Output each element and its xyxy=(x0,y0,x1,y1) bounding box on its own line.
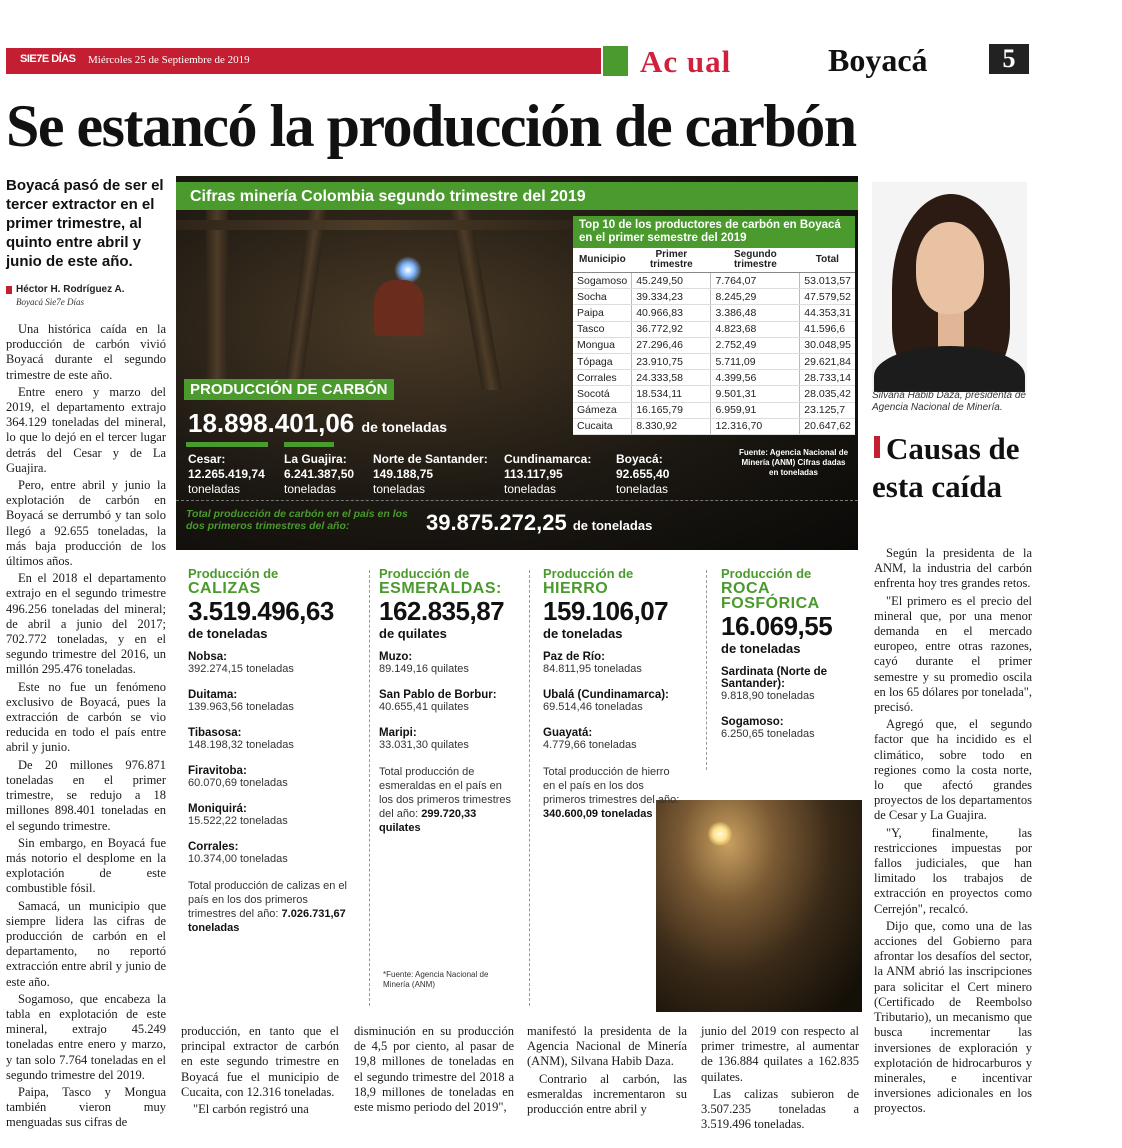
list-item xyxy=(379,651,519,675)
cell: 20.647,62 xyxy=(800,418,855,434)
mineral-label xyxy=(379,566,519,596)
cell: 23.125,7 xyxy=(800,402,855,418)
table-row xyxy=(573,289,855,305)
cell: 4.399,56 xyxy=(711,370,800,386)
paragraph: Este no fue un fenómeno exclusivo de Boyacá, pues la extracción de carbón se vio reducida en todo el país entre abril y junio. xyxy=(6,679,166,755)
cell: Socha xyxy=(573,289,632,305)
dept-value: 6.241.387,50 xyxy=(284,467,355,481)
miner-figure xyxy=(374,280,424,336)
cell: 8.245,29 xyxy=(711,289,800,305)
dept-unit: toneladas xyxy=(616,482,669,496)
item-name: Tibasosa: xyxy=(188,727,242,739)
dept-unit: toneladas xyxy=(284,482,337,496)
article-column-1 xyxy=(6,322,166,1133)
paragraph: De 20 millones 976.871 toneladas en el primer trimestre, se redujo a 18 millones 898.401 toneladas en el segundo trimestre. xyxy=(6,757,166,833)
cell: 12.316,70 xyxy=(711,418,800,434)
region-name: Boyacá xyxy=(828,42,928,78)
mineral-value: 159.106,07 xyxy=(543,596,669,626)
header-bar xyxy=(6,48,601,74)
dept-value: 92.655,40 xyxy=(616,467,670,481)
list-item xyxy=(188,765,358,789)
article-column-3 xyxy=(354,1024,514,1117)
portrait-face xyxy=(916,222,984,314)
dept-name: Norte de Santander: xyxy=(373,452,488,466)
divider xyxy=(176,500,858,501)
item-name: Sardinata (Norte de Santander): xyxy=(721,666,828,690)
section-marker xyxy=(603,46,628,76)
table-row xyxy=(573,370,855,386)
col-header-total: Total xyxy=(800,248,855,273)
list-item xyxy=(188,651,358,675)
paragraph: Agregó que, el segundo factor que ha incidido es el climático, sobre todo en regiones como la costa norte, lo que afectó grandes proyectos de los departamentos de Cesar y La Guajira. xyxy=(874,717,1032,823)
mineral-unit: de toneladas xyxy=(543,626,623,641)
list-item xyxy=(188,689,358,713)
table-row xyxy=(573,321,855,337)
cell: 27.296,46 xyxy=(632,337,711,353)
cell: Gámeza xyxy=(573,402,632,418)
cell: 30.048,95 xyxy=(800,337,855,353)
cell: 44.353,31 xyxy=(800,305,855,321)
mineral-total xyxy=(188,879,358,935)
coal-total xyxy=(426,510,652,536)
item-name: Nobsa: xyxy=(188,651,227,663)
paragraph: Samacá, un municipio que siempre lidera las cifras de producción de carbón en el departamento, no reportó extracción entre abril y junio de este año. xyxy=(6,898,166,989)
list-item xyxy=(188,803,358,827)
cell: 2.752,49 xyxy=(711,337,800,353)
mineral-total-text: Total producción de hierro en el país en los dos primeros trimestres del año: xyxy=(543,766,680,806)
mineral-calizas xyxy=(188,566,358,935)
newspaper-brand: SIE7E DÍAS xyxy=(20,53,76,65)
paragraph: Las calizas subieron de 3.507.235 toneladas a 3.519.496 toneladas. xyxy=(701,1086,859,1132)
cell: 4.823,68 xyxy=(711,321,800,337)
cell: 18.534,11 xyxy=(632,386,711,402)
paragraph: "El carbón registró una xyxy=(193,1102,309,1117)
table-row xyxy=(573,418,855,434)
table-row xyxy=(573,386,855,402)
page-number: 5 xyxy=(989,44,1029,74)
dept-unit: toneladas xyxy=(373,482,426,496)
item-name: Maripi: xyxy=(379,727,417,739)
issue-date: Miércoles 25 de Septiembre de 2019 xyxy=(88,54,250,66)
article-column-4 xyxy=(527,1024,687,1119)
cell: 9.501,31 xyxy=(711,386,800,402)
cell: 6.959,91 xyxy=(711,402,800,418)
cell: Mongua xyxy=(573,337,632,353)
cell: 45.249,50 xyxy=(632,273,711,289)
coal-total-value: 39.875.272,25 xyxy=(426,510,567,535)
paragraph: disminución en su producción de 4,5 por ciento, al pasar de 19,8 millones de toneladas en el segundo trimestre del 2018 a 18,9 millones de toneladas en este mismo periodo del 2019", xyxy=(354,1024,514,1115)
item-name: Muzo: xyxy=(379,651,413,663)
mineral-name: CALIZAS xyxy=(188,580,261,597)
item-qty: 6.250,65 toneladas xyxy=(721,728,815,740)
author-org: Boyacá Sie7e Días xyxy=(16,297,84,307)
infographic-title: Cifras minería Colombia segundo trimestre del 2019 xyxy=(190,188,586,205)
item-qty: 4.779,66 toneladas xyxy=(543,739,637,751)
photo-caption: Silvana Habib Daza, presidenta de Agencia Nacional de Minería. xyxy=(872,390,1026,413)
paragraph: Contrario al carbón, las esmeraldas incrementaron su producción entre abril y xyxy=(527,1071,687,1117)
dept-boyaca xyxy=(616,452,669,497)
list-item xyxy=(543,689,703,713)
mineral-total xyxy=(543,765,683,821)
cell: 23.910,75 xyxy=(632,353,711,369)
dept-unit: toneladas xyxy=(188,482,241,496)
sidebar-body xyxy=(874,546,1032,1119)
coal-infographic xyxy=(176,176,858,550)
dept-value: 149.188,75 xyxy=(373,467,434,481)
item-name: Ubalá (Cundinamarca): xyxy=(543,689,669,701)
dept-la-guajira xyxy=(284,452,354,497)
mineral-total-text: Total producción de esmeraldas en el país en los dos primeros trimestres del año: xyxy=(379,766,512,820)
cell: 5.711,09 xyxy=(711,353,800,369)
list-item xyxy=(379,689,519,713)
mineral-label-text: Producción de xyxy=(721,566,812,581)
coal-total-unit: de toneladas xyxy=(572,518,653,533)
dept-name: Cundinamarca: xyxy=(504,452,592,466)
article-column-5 xyxy=(701,1024,859,1134)
list-item xyxy=(379,727,519,751)
item-qty: 84.811,95 toneladas xyxy=(543,663,642,675)
sidebar-title-text: Causas de esta caída xyxy=(872,431,1020,504)
article-column-2 xyxy=(181,1024,339,1119)
paragraph: Pero, entre abril y junio la explotación de carbón en Boyacá se derrumbó y tan solo llegó a 92.655 toneladas, la más baja producción de los últimos años. xyxy=(6,478,166,569)
item-name: Firavitoba: xyxy=(188,765,247,777)
mineral-total-value: 299.720,33 quilates xyxy=(379,808,477,834)
cell: 24.333,58 xyxy=(632,370,711,386)
list-item xyxy=(188,727,358,751)
dept-name: Boyacá: xyxy=(616,452,663,466)
col-header-municipio: Municipio xyxy=(573,248,632,273)
cell: 53.013,57 xyxy=(800,273,855,289)
accent-underline xyxy=(284,442,334,447)
mineral-label xyxy=(188,566,358,596)
article-lead: Boyacá pasó de ser el tercer extractor en el primer trimestre, al quinto entre abril y junio de este año. xyxy=(6,177,164,270)
table-row xyxy=(573,305,855,321)
dept-name: La Guajira: xyxy=(284,452,347,466)
cell: 40.966,83 xyxy=(632,305,711,321)
miner-photo xyxy=(656,800,862,1012)
cell: 28.733,14 xyxy=(800,370,855,386)
mineral-total-value: 7.026.731,67 toneladas xyxy=(188,908,346,934)
cell: 8.330,92 xyxy=(632,418,711,434)
section-name: Ac ual xyxy=(640,44,732,79)
dept-unit: toneladas xyxy=(504,482,557,496)
mineral-name: HIERRO xyxy=(543,580,609,597)
cell: 41.596,6 xyxy=(800,321,855,337)
mineral-total xyxy=(379,765,519,835)
item-name: Paz de Río: xyxy=(543,651,605,663)
item-name: Sogamoso: xyxy=(721,716,784,728)
item-name: Moniquirá: xyxy=(188,803,247,815)
top10-title: Top 10 de los productores de carbón en Boyacá en el primer semestre del 2019 xyxy=(573,216,855,248)
mineral-total-text: Total producción de calizas en el país en los dos primeros trimestres del año: xyxy=(188,880,347,920)
mine-beam xyxy=(206,210,228,390)
accent-underline xyxy=(186,442,268,447)
cell: 3.386,48 xyxy=(711,305,800,321)
item-name: Corrales: xyxy=(188,841,239,853)
cell: 16.165,79 xyxy=(632,402,711,418)
mineral-unit: de toneladas xyxy=(721,641,801,656)
cell: Sogamoso xyxy=(573,273,632,289)
cell: Socotá xyxy=(573,386,632,402)
mine-beam xyxy=(283,210,326,390)
item-qty: 9.818,90 toneladas xyxy=(721,690,815,702)
top10-table-box xyxy=(573,216,855,435)
divider xyxy=(706,570,707,770)
dept-cundinamarca xyxy=(504,452,591,497)
mineral-label-text: Producción de xyxy=(379,566,470,581)
byline xyxy=(6,284,166,307)
table-row xyxy=(573,402,855,418)
mine-beam xyxy=(176,220,572,230)
coal-unit: de toneladas xyxy=(361,419,448,435)
dept-value: 12.265.419,74 xyxy=(188,467,265,481)
dept-norte-de-santander xyxy=(373,452,488,497)
paragraph: Según la presidenta de la ANM, la industria del carbón enfrenta hoy tres grandes retos. xyxy=(874,546,1032,591)
item-name: San Pablo de Borbur: xyxy=(379,689,497,701)
cell: 7.764,07 xyxy=(711,273,800,289)
mineral-unit: de toneladas xyxy=(188,626,268,641)
cell: 47.579,52 xyxy=(800,289,855,305)
cell: 36.772,92 xyxy=(632,321,711,337)
infographic-title-bar xyxy=(176,182,858,210)
item-qty: 33.031,30 quilates xyxy=(379,739,469,751)
list-item xyxy=(543,651,703,675)
item-qty: 10.374,00 toneladas xyxy=(188,853,288,865)
mineral-esmeraldas xyxy=(379,566,519,835)
mineral-label xyxy=(543,566,703,596)
mineral-unit: de quilates xyxy=(379,626,447,641)
col-header-segundo: Segundo trimestre xyxy=(711,248,800,273)
mineral-name: ROCA FOSFÓRICA xyxy=(721,580,820,612)
divider xyxy=(529,570,530,1006)
paragraph: Sin embargo, en Boyacá fue más notorio el desplome en la explotación de este combustible fósil. xyxy=(6,835,166,896)
coal-value: 18.898.401,06 xyxy=(188,408,355,438)
list-item xyxy=(721,666,861,702)
paragraph: En el 2018 el departamento extrajo en el segundo trimestre 496.256 toneladas del mineral; de abril a junio del 2017; 702.772 toneladas, y en el segundo trimestre del 2016, un millón 295.476 toneladas. xyxy=(6,571,166,677)
cell: Tasco xyxy=(573,321,632,337)
portrait-photo xyxy=(872,182,1027,392)
cell: 39.334,23 xyxy=(632,289,711,305)
top10-table xyxy=(573,248,855,435)
item-name: Duitama: xyxy=(188,689,238,701)
item-qty: 69.514,46 toneladas xyxy=(543,701,643,713)
list-item xyxy=(188,841,358,865)
mineral-roca-fosforica xyxy=(721,566,861,754)
mineral-label-text: Producción de xyxy=(188,566,279,581)
list-item xyxy=(543,727,703,751)
mine-beam xyxy=(450,210,502,390)
cell: 28.035,42 xyxy=(800,386,855,402)
table-row xyxy=(573,353,855,369)
mineral-value: 16.069,55 xyxy=(721,611,833,641)
paragraph: Sogamoso, que encabeza la tabla en explotación de este mineral, extrajo 45.249 toneladas entre enero y marzo, y tan solo 7.764 toneladas en el segundo trimestre del 2019. xyxy=(6,991,166,1082)
paragraph: junio del 2019 con respecto al primer trimestre, al aumentar de 136.884 quilates a 162.835 quilates. xyxy=(701,1024,859,1084)
table-row xyxy=(573,337,855,353)
item-qty: 89.149,16 quilates xyxy=(379,663,469,675)
table-row xyxy=(573,273,855,289)
coal-production-label: PRODUCCIÓN DE CARBÓN xyxy=(184,379,394,400)
item-name: Guayatá: xyxy=(543,727,593,739)
item-qty: 15.522,22 toneladas xyxy=(188,815,288,827)
paragraph: Dijo que, como una de las acciones del Gobierno para afrontar los desafíos del sector, la ANM abrió las inscripciones para solicitar el Cert minero (Certificado de Reembolso Tributario), un mecanismo que busca incrementar las inversiones de exploración y explotación de hidrocarburos y minerales, e incentivar inversiones adicionales en los proyectos. xyxy=(874,918,1032,1116)
dept-name: Cesar: xyxy=(188,452,226,466)
portrait-neck xyxy=(938,308,964,350)
col-header-primer: Primer trimestre xyxy=(632,248,711,273)
cell: Cucaita xyxy=(573,418,632,434)
mineral-value: 3.519.496,63 xyxy=(188,596,334,626)
sidebar-title xyxy=(872,430,1032,506)
minerals-source: *Fuente: Agencia Nacional de Minería (ANM) xyxy=(383,970,489,989)
mineral-hierro xyxy=(543,566,703,821)
headlamp-light xyxy=(708,822,732,846)
paragraph: Entre enero y marzo del 2019, el departamento extrajo 364.129 toneladas del mineral, lo que lo dejó en el tercer lugar detrás del Cesar y de La Guajira. xyxy=(6,384,166,475)
cell: 29.621,84 xyxy=(800,353,855,369)
mineral-value: 162.835,87 xyxy=(379,596,505,626)
paragraph: producción, en tanto que el principal extractor de carbón en este segundo trimestre en Boyacá fue el municipio de Cucaita, con 12.316 toneladas. xyxy=(181,1024,339,1099)
item-qty: 60.070,69 toneladas xyxy=(188,777,288,789)
item-qty: 148.198,32 toneladas xyxy=(188,739,294,751)
page-title: Se estancó la producción de carbón xyxy=(6,93,856,159)
mineral-label-text: Producción de xyxy=(543,566,634,581)
paragraph: Paipa, Tasco y Mongua también vieron muy menguadas sus cifras de xyxy=(6,1084,166,1130)
cell: Tópaga xyxy=(573,353,632,369)
coal-production-value xyxy=(188,408,447,439)
mineral-total-value: 340.600,09 toneladas xyxy=(543,808,653,820)
item-qty: 139.963,56 toneladas xyxy=(188,701,294,713)
cell: Paipa xyxy=(573,305,632,321)
dept-cesar xyxy=(188,452,265,497)
author-name: Héctor H. Rodríguez A. xyxy=(6,284,166,295)
paragraph: "Y, finalmente, las restricciones impuestas por fallos judiciales, que han limitado los trabajos de extracción en proyectos como Cerrejón", recalcó. xyxy=(874,825,1032,916)
cell: Corrales xyxy=(573,370,632,386)
coal-total-label: Total producción de carbón en el país en los dos primeros trimestres del año: xyxy=(186,508,408,532)
item-qty: 40.655,41 quilates xyxy=(379,701,469,713)
list-item xyxy=(721,716,861,740)
item-qty: 392.274,15 toneladas xyxy=(188,663,294,675)
dept-value: 113.117,95 xyxy=(504,467,563,481)
mineral-label xyxy=(721,566,861,611)
divider xyxy=(369,570,370,1006)
paragraph: manifestó la presidenta de la Agencia Nacional de Minería (ANM), Silvana Habib Daza. xyxy=(527,1024,687,1069)
infographic-source: Fuente: Agencia Nacional de Minería (ANM) Cifras dadas en toneladas xyxy=(738,448,849,477)
mineral-name: ESMERALDAS: xyxy=(379,580,502,597)
paragraph: "El primero es el precio del mineral que, por una menor demanda en el mercado europeo, entre otras razones, cayó durante el primer semestre y su promedio oscila en los 65 dólares por tonelada", precisó. xyxy=(874,593,1032,715)
paragraph: Una histórica caída en la producción de carbón vivió Boyacá durante el segundo trimestre de este año. xyxy=(6,322,166,382)
